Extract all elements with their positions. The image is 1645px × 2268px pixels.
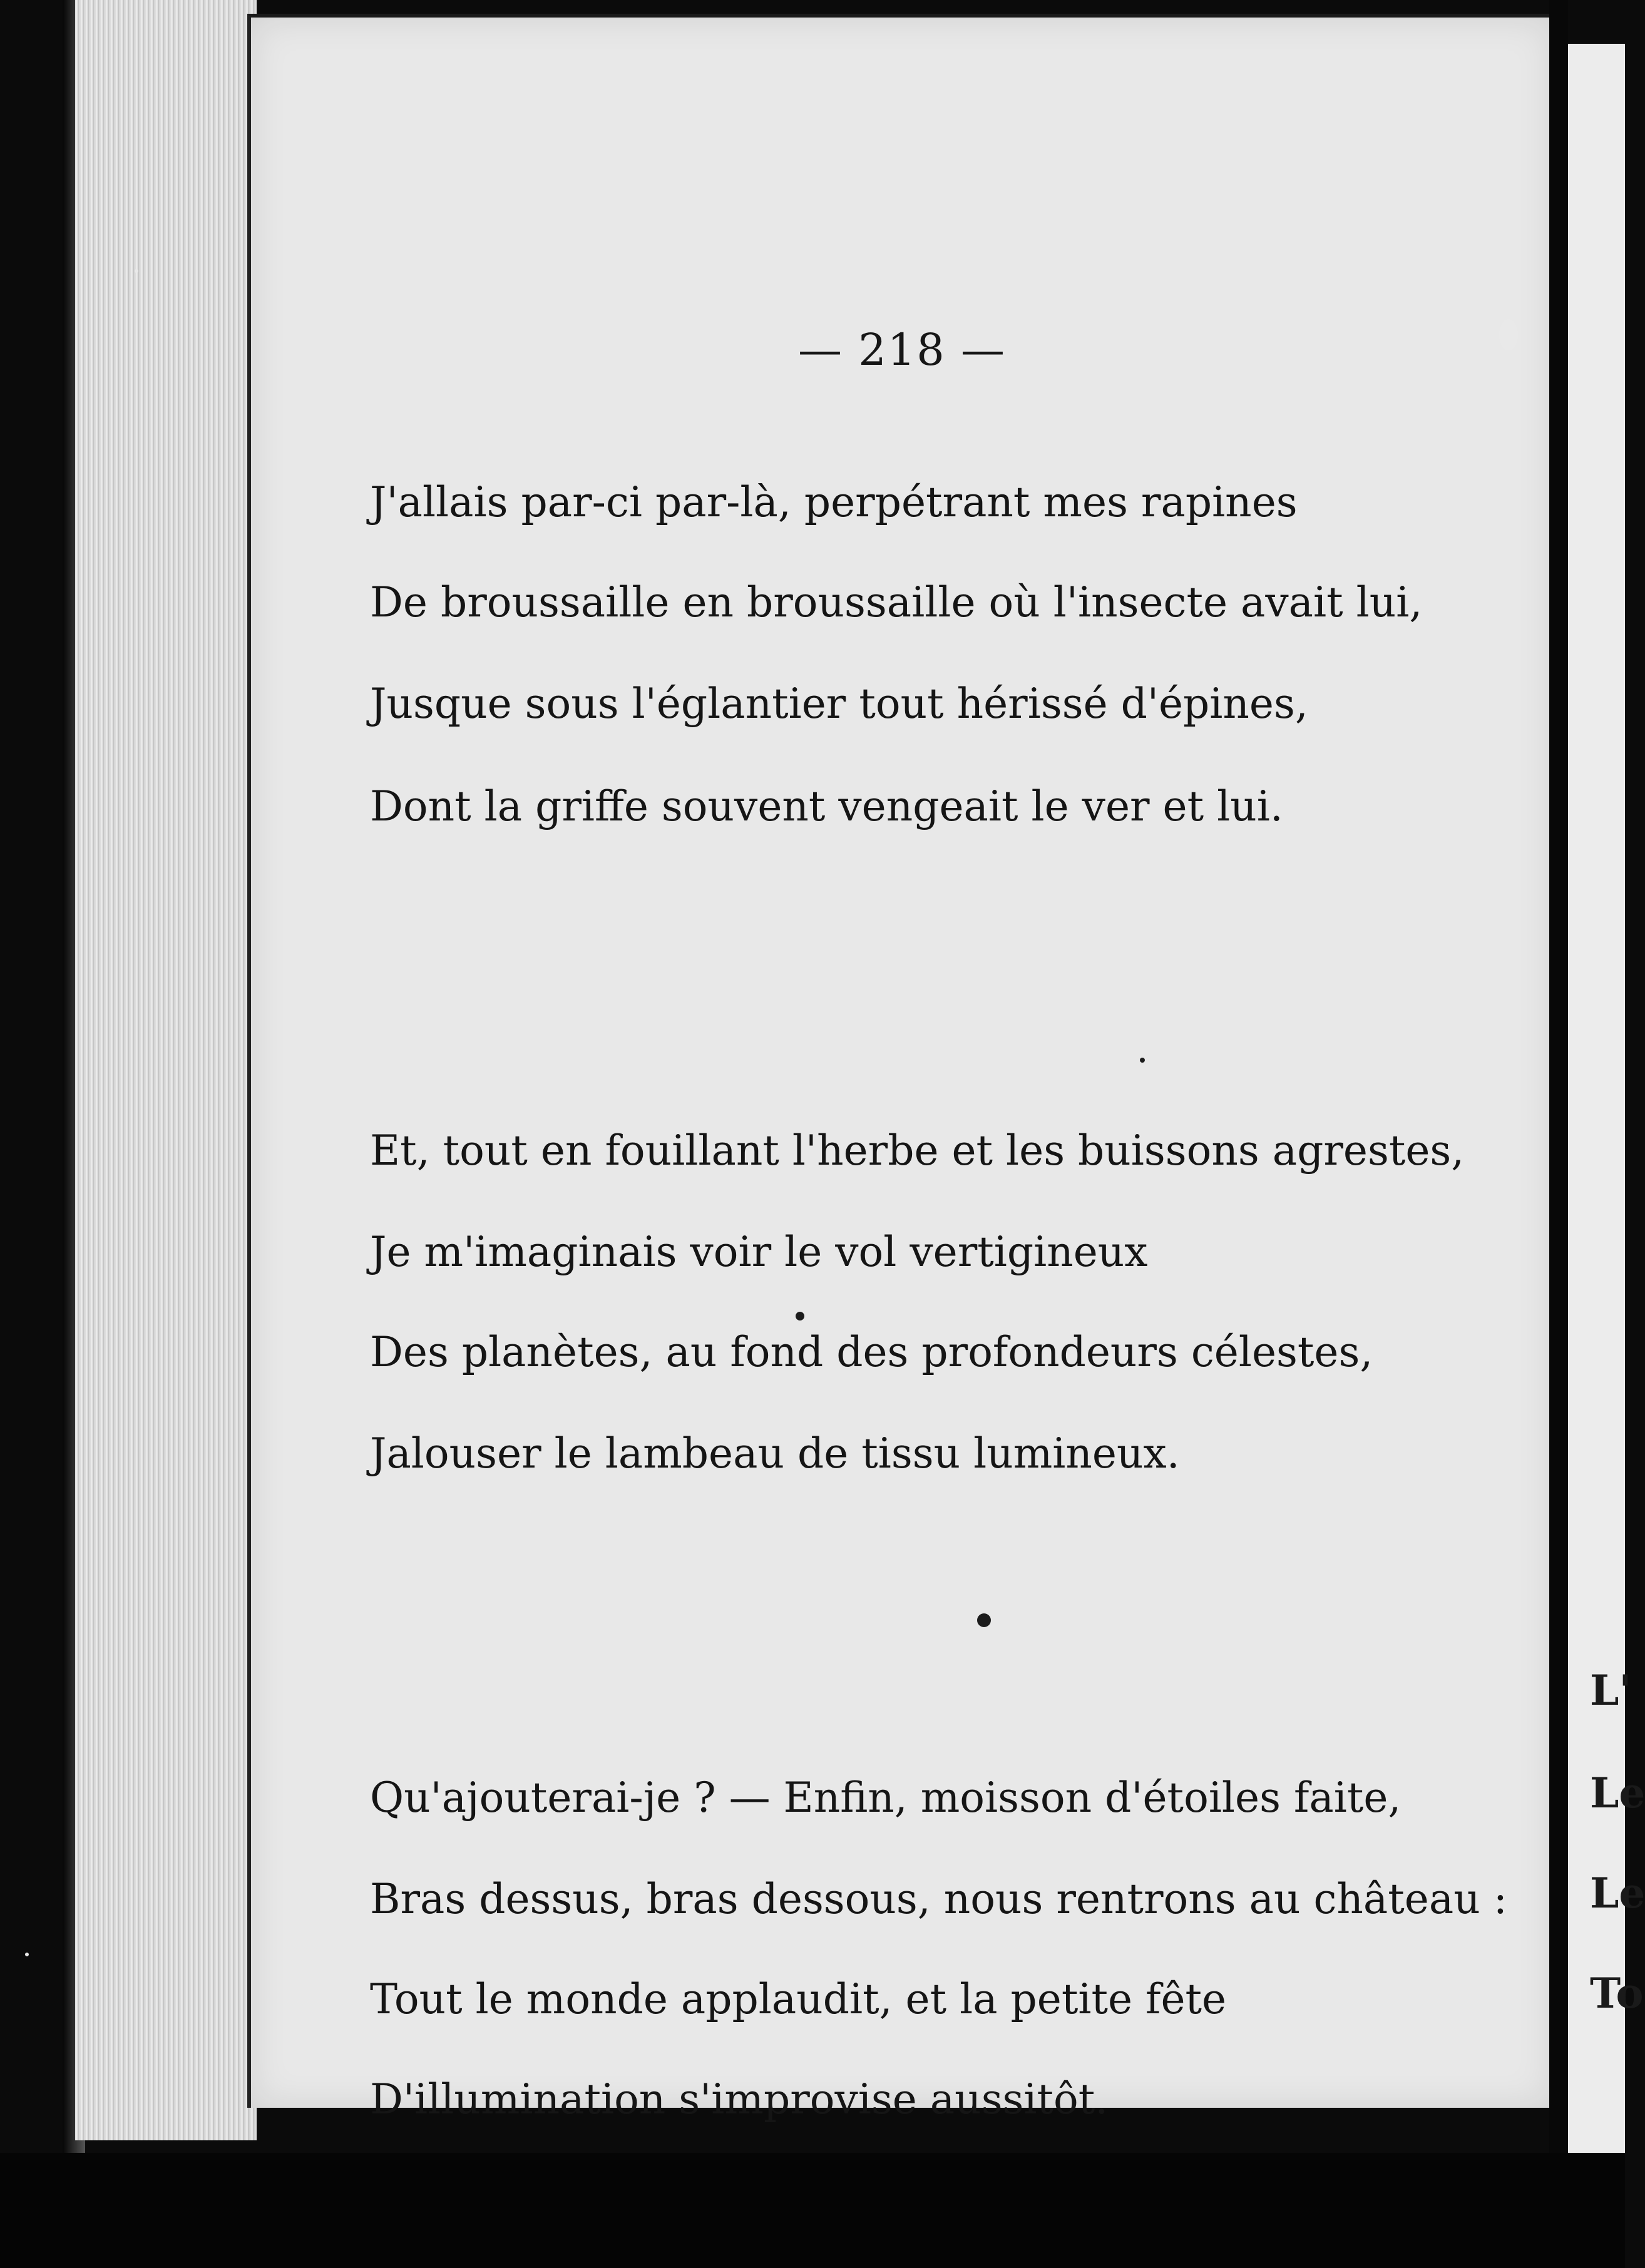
scan-speck: [1499, 319, 1518, 350]
verse-line: Et, tout en fouillant l'herbe et les buissons agrestes,: [370, 1126, 1465, 1175]
book-page-edges: [75, 0, 257, 2140]
verse-line: Tout le monde applaudit, et la petite fête: [370, 1975, 1227, 2023]
verse-line: Bras dessus, bras dessous, nous rentrons au château :: [370, 1875, 1507, 1923]
verse-line: Jalouser le lambeau de tissu lumineux.: [370, 1429, 1180, 1478]
scan-speck: [796, 1312, 804, 1320]
verse-line: J'allais par-ci par-là, perpétrant mes rapines: [370, 478, 1298, 526]
facing-page-fragment: To: [1590, 1969, 1644, 2018]
scan-speck: [25, 1953, 29, 1956]
scan-bottom-border: [0, 2153, 1625, 2268]
scan-speck: [135, 269, 138, 273]
facing-page-fragment: L': [1590, 1666, 1632, 1715]
verse-line: Jusque sous l'églantier tout hérissé d'épines,: [370, 680, 1308, 728]
scan-speck: [1140, 1058, 1145, 1063]
verse-line: Qu'ajouterai-je ? — Enfin, moisson d'étoiles faite,: [370, 1774, 1402, 1822]
scan-speck: [977, 1613, 991, 1627]
page-number: — 218 —: [797, 324, 1007, 375]
verse-line: D'illumination s'improvise aussitôt.: [370, 2075, 1109, 2123]
verse-line: Dont la griffe souvent vengeait le ver et lui.: [370, 782, 1283, 830]
book-page: [247, 14, 1553, 2123]
book-gutter: [1549, 0, 1568, 2268]
facing-page-fragment: Le: [1590, 1869, 1645, 1918]
verse-line: Des planètes, au fond des profondeurs célestes,: [370, 1328, 1373, 1376]
verse-line: Je m'imaginais voir le vol vertigineux: [370, 1228, 1148, 1276]
verse-line: De broussaille en broussaille où l'insecte avait lui,: [370, 578, 1423, 626]
facing-page-fragment: Le: [1590, 1769, 1645, 1817]
